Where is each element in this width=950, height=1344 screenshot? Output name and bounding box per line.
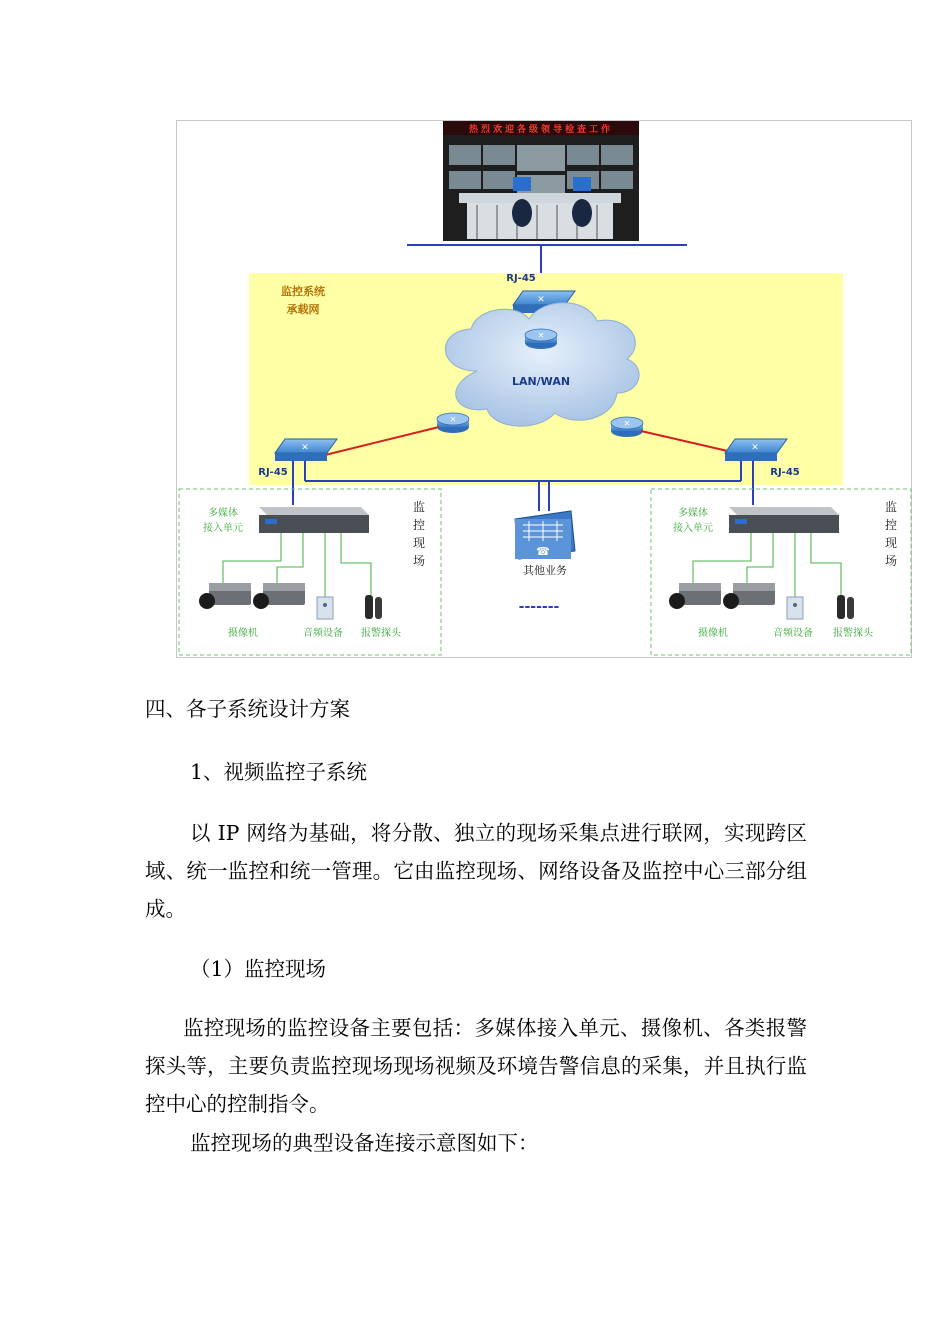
left-audio-label: 音频设备	[303, 628, 343, 639]
audio-device-icon	[317, 597, 333, 619]
alarm-detector-icon	[837, 595, 854, 619]
svg-text:✕: ✕	[537, 331, 545, 340]
right-multimedia-line1: 多媒体	[678, 508, 708, 519]
audio-device-icon	[787, 597, 803, 619]
camera-icon	[199, 583, 251, 609]
svg-text:控: 控	[884, 518, 898, 532]
right-camera-label: 摄像机	[698, 628, 728, 639]
camera-icon	[253, 583, 305, 609]
router-icon	[525, 329, 557, 349]
alarm-detector-icon	[365, 595, 382, 619]
carrier-label-line1: 监控系统	[281, 285, 325, 298]
svg-text:场: 场	[884, 554, 898, 568]
operator-chair-icon	[512, 199, 532, 227]
right-multimedia-line2: 接入单元	[673, 523, 713, 534]
left-multimedia-line2: 接入单元	[203, 523, 243, 534]
svg-text:✕: ✕	[449, 415, 457, 424]
rj45-top-label: RJ-45	[506, 273, 536, 284]
right-audio-label: 音频设备	[773, 628, 813, 639]
paragraph-3: 监控现场的典型设备连接示意图如下：	[190, 1131, 539, 1155]
banner-text: 热烈欢迎各级领导检查工作	[468, 125, 614, 135]
rj45-right-label: RJ-45	[770, 467, 800, 478]
left-camera-label: 摄像机	[228, 628, 258, 639]
svg-text:✕: ✕	[623, 419, 631, 428]
camera-icon	[669, 583, 721, 609]
left-alarm-label: 报警探头	[361, 628, 401, 639]
control-center	[443, 121, 639, 241]
svg-text:现: 现	[412, 536, 426, 550]
other-service-label: 其他业务	[523, 564, 567, 577]
rj45-left-label: RJ-45	[258, 467, 288, 478]
router-icon	[611, 417, 643, 437]
left-site-label	[413, 499, 425, 568]
paragraph-1: 以 IP 网络为基础，将分散、独立的现场采集点进行联网，实现跨区域、统一监控和统一管理。它由监控现场、网络设备及监控中心三部分组成。	[145, 821, 807, 921]
svg-text:✕: ✕	[537, 295, 545, 305]
svg-text:☎: ☎	[536, 545, 550, 558]
subsection-heading-1-1: （1）监控现场	[190, 957, 327, 981]
left-multimedia-unit-icon	[259, 507, 369, 533]
right-alarm-label: 报警探头	[833, 628, 873, 639]
section-heading-4: 四、各子系统设计方案	[145, 697, 350, 721]
right-site-label	[885, 499, 897, 568]
right-multimedia-unit-icon	[729, 507, 839, 533]
svg-text:监: 监	[884, 500, 898, 514]
operator-chair-icon	[572, 199, 592, 227]
network-diagram	[176, 120, 912, 658]
lan-wan-cloud	[445, 303, 639, 426]
paragraph-2: 监控现场的监控设备主要包括：多媒体接入单元、摄像机、各类报警探头等，主要负责监控现场现场视频及环境告警信息的采集，并且执行监控中心的控制指令。	[145, 1016, 807, 1116]
subsection-heading-1: 1、视频监控子系统	[190, 760, 368, 784]
camera-icon	[723, 583, 775, 609]
svg-text:现: 现	[884, 536, 898, 550]
svg-text:场: 场	[412, 554, 426, 568]
dots-ellipsis: -------	[518, 599, 560, 615]
svg-text:✕: ✕	[751, 443, 759, 453]
carrier-label-line2: 承载网	[286, 303, 320, 316]
router-icon	[437, 413, 469, 433]
svg-text:控: 控	[412, 518, 426, 532]
left-multimedia-line1: 多媒体	[208, 508, 238, 519]
cloud-label: LAN/WAN	[511, 375, 571, 388]
phone-switch-icon	[515, 511, 575, 559]
svg-text:监: 监	[412, 500, 426, 514]
svg-text:✕: ✕	[301, 443, 309, 453]
